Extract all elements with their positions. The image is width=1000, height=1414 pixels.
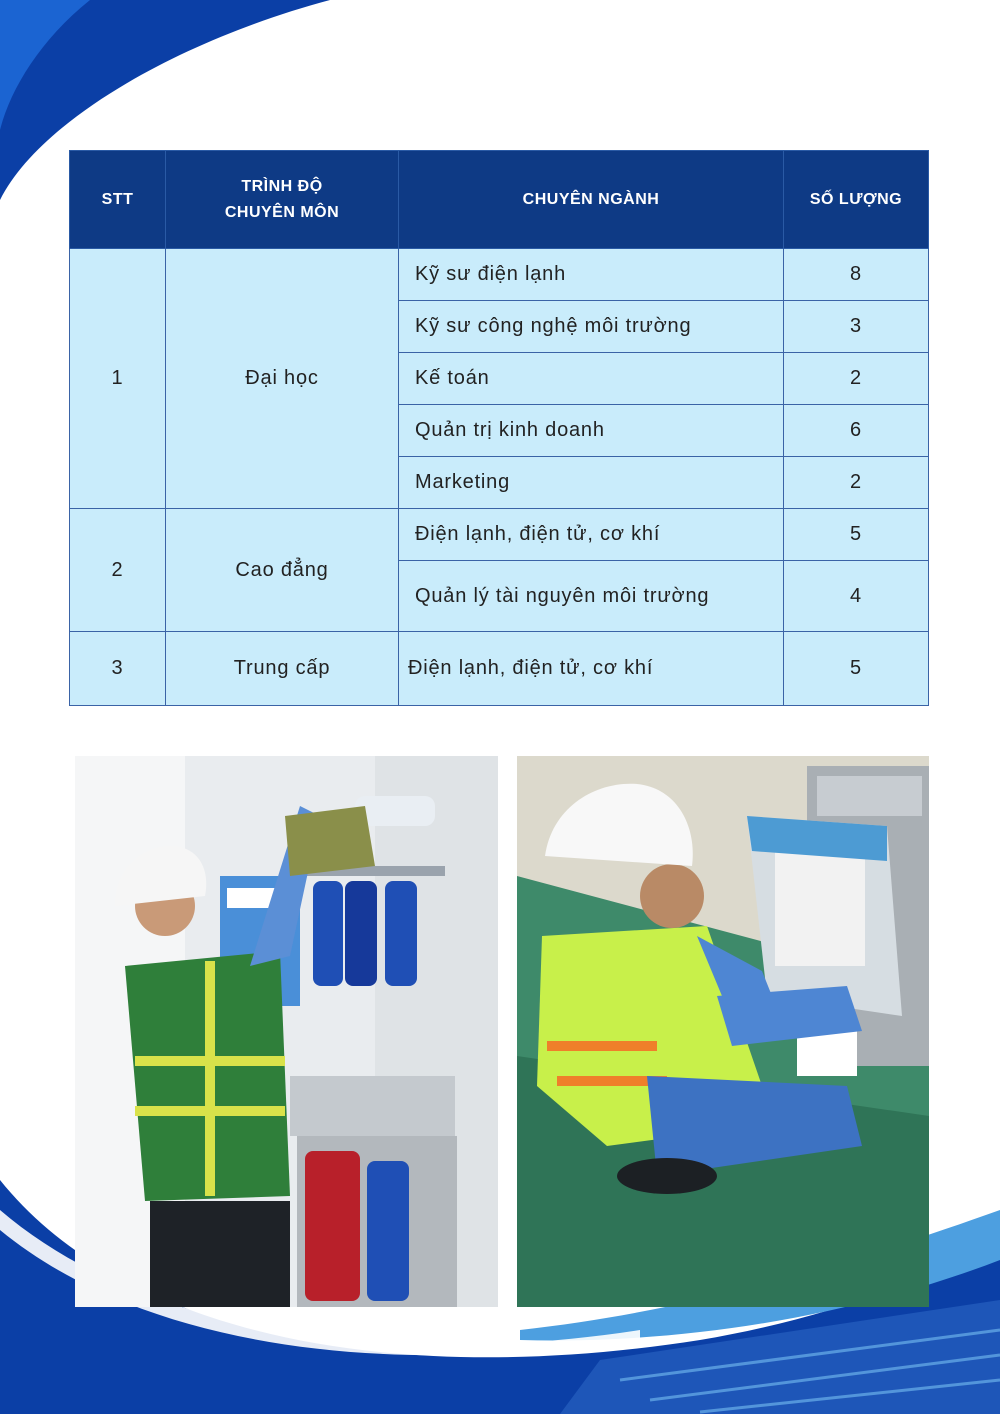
level-cell: Đại học	[166, 249, 399, 509]
header-level-line1: TRÌNH ĐỘ	[241, 177, 323, 195]
quantity-cell: 5	[784, 632, 929, 706]
staff-qualification-table	[69, 150, 929, 706]
major-cell: Điện lạnh, điện tử, cơ khí	[399, 509, 784, 561]
quantity-cell: 4	[784, 561, 929, 632]
major-cell: Kỹ sư điện lạnh	[399, 249, 784, 301]
header-level	[166, 151, 399, 249]
major-cell: Kỹ sư công nghệ môi trường	[399, 301, 784, 353]
header-level-line2: CHUYÊN MÔN	[224, 203, 340, 221]
level-cell: Trung cấp	[166, 632, 399, 706]
table-row	[70, 249, 929, 301]
table-row	[70, 509, 929, 561]
major-cell: Marketing	[399, 457, 784, 509]
header-stt: STT	[70, 151, 166, 249]
stt-cell: 1	[70, 249, 166, 509]
table-row	[70, 632, 929, 706]
stt-cell: 3	[70, 632, 166, 706]
quantity-cell: 2	[784, 353, 929, 405]
header-major: CHUYÊN NGÀNH	[399, 151, 784, 249]
photo-technician-water-filter	[75, 756, 498, 1307]
quantity-cell: 8	[784, 249, 929, 301]
major-cell: Quản lý tài nguyên môi trường	[399, 561, 784, 632]
quantity-cell: 6	[784, 405, 929, 457]
quantity-cell: 3	[784, 301, 929, 353]
header-quantity: SỐ LƯỢNG	[784, 151, 929, 249]
table-header-row	[70, 151, 929, 249]
quantity-cell: 5	[784, 509, 929, 561]
major-cell: Kế toán	[399, 353, 784, 405]
photo-technician-inspection	[517, 756, 929, 1307]
major-cell: Điện lạnh, điện tử, cơ khí	[399, 632, 784, 706]
quantity-cell: 2	[784, 457, 929, 509]
level-cell: Cao đẳng	[166, 509, 399, 632]
major-cell: Quản trị kinh doanh	[399, 405, 784, 457]
stt-cell: 2	[70, 509, 166, 632]
